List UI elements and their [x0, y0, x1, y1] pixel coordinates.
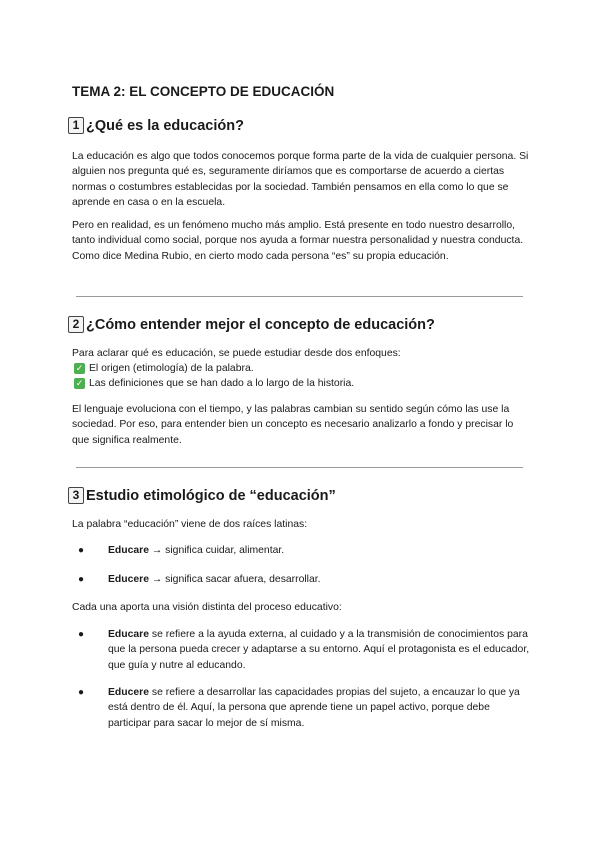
bullet-icon: ●	[78, 574, 85, 585]
section-2-intro: Para aclarar qué es educación, se puede estudiar desde dos enfoques:	[72, 348, 401, 359]
section-1-title: ¿Qué es la educación?	[86, 117, 244, 134]
number-1-icon: 1	[68, 117, 84, 134]
section-1-paragraph-2: Pero en realidad, es un fenómeno mucho más amplio. Está presente en todo nuestro desarrollo, tanto individual como social, porque nos ayuda a formar nuestra personalidad y nuestra conducta. Como dice Medina Rubio, en cierto modo cada persona “es” su propia educación.	[72, 220, 524, 262]
bullet-icon: ●	[78, 545, 85, 556]
root-meaning: → significa cuidar, alimentar.	[149, 545, 285, 556]
detail-term: Educere	[108, 687, 150, 698]
section-divider	[76, 296, 523, 297]
check-item	[74, 361, 254, 376]
document-title: TEMA 2: EL CONCEPTO DE EDUCACIÓN	[72, 84, 335, 99]
bullet-icon: ●	[78, 687, 85, 698]
section-3-title: Estudio etimológico de “educación”	[86, 487, 336, 504]
section-2-paragraph: El lenguaje evoluciona con el tiempo, y las palabras cambian su sentido según cómo las use la sociedad. Por eso, para entender bien un concepto es necesario analizarlo a fondo y precisar lo que significa realmente.	[72, 404, 514, 446]
detail-list-item	[78, 627, 532, 673]
root-list-item	[78, 543, 532, 558]
check-item-text: Las definiciones que se han dado a lo largo de la historia.	[89, 378, 355, 389]
section-3-heading	[68, 487, 336, 504]
check-item	[74, 376, 354, 391]
section-3-middle: Cada una aporta una visión distinta del proceso educativo:	[72, 602, 342, 613]
section-2-heading	[68, 316, 435, 333]
section-1-paragraph-1: La educación es algo que todos conocemos porque forma parte de la vida de cualquier persona. Si alguien nos pregunta qué es, seguramente diríamos que es comportarse de acuerdo a ciertas normas o costumbres establecidas por la sociedad. También pensamos en ella como lo que se aprende en casa o en la escuela.	[72, 151, 529, 208]
root-term: Educere	[108, 574, 150, 585]
section-1-heading	[68, 117, 244, 134]
check-mark-icon: ✓	[75, 363, 84, 373]
number-3-icon: 3	[68, 487, 84, 504]
check-item-text: El origen (etimología) de la palabra.	[89, 363, 254, 374]
number-2-icon: 2	[68, 316, 84, 333]
section-3-intro: La palabra “educación” viene de dos raíces latinas:	[72, 519, 308, 530]
detail-list-item	[78, 685, 532, 731]
section-2-title: ¿Cómo entender mejor el concepto de educación?	[86, 316, 435, 333]
bullet-icon: ●	[78, 629, 85, 640]
root-meaning: → significa sacar afuera, desarrollar.	[149, 574, 321, 585]
root-list-item	[78, 572, 532, 587]
detail-term: Educare	[108, 629, 150, 640]
root-term: Educare	[108, 545, 150, 556]
detail-text: se refiere a desarrollar las capacidades propias del sujeto, a encauzar lo que ya está dentro de él. Aquí, la persona que aprende tiene un papel activo, porque debe participar para sacar lo mejor de sí misma.	[108, 687, 520, 729]
section-divider	[76, 467, 523, 468]
check-mark-icon: ✓	[75, 378, 84, 388]
detail-text: se refiere a la ayuda externa, al cuidado y a la transmisión de conocimientos para que la persona pueda crecer y adaptarse a su entorno. Aquí el protagonista es el educador, que guía y nutre al educando.	[108, 629, 530, 671]
